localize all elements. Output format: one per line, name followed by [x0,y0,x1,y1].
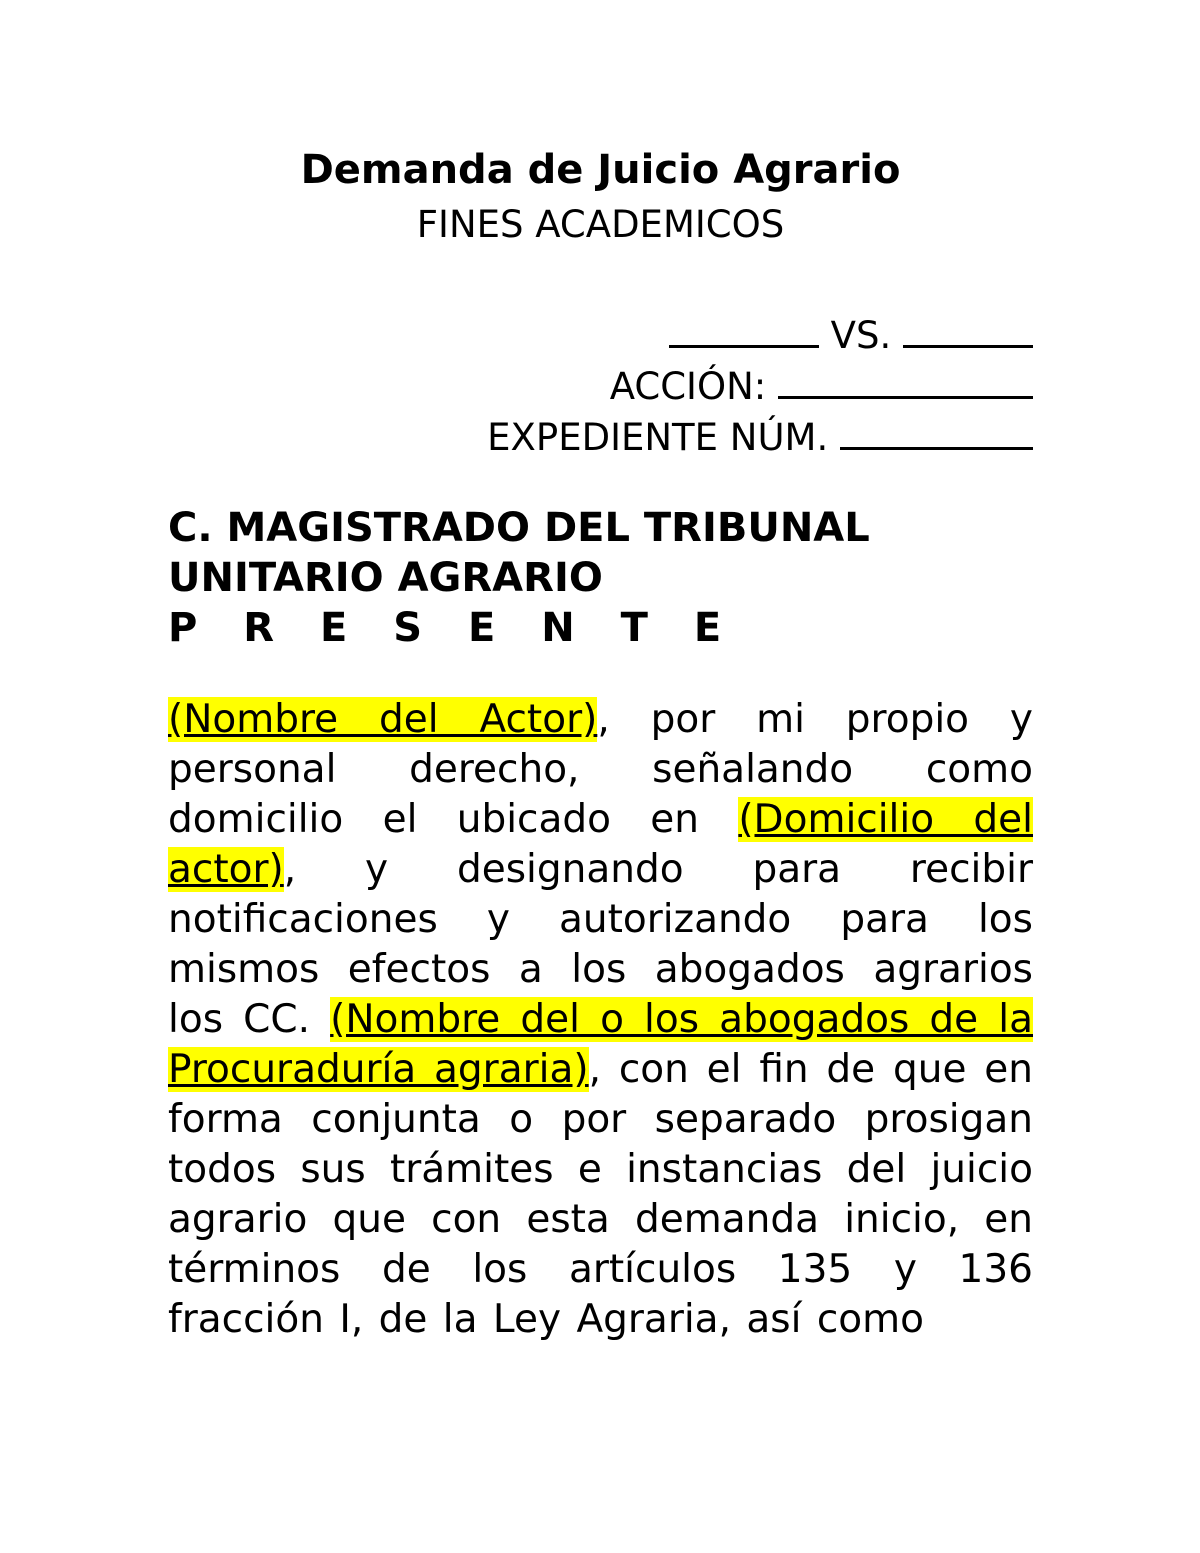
addressee-block [168,503,1033,653]
defendant-blank [903,315,1033,348]
accion-label: ACCIÓN: [609,365,767,408]
addressee-line-2: UNITARIO AGRARIO [168,555,603,601]
document-title: Demanda de Juicio Agrario [300,147,901,193]
document-subtitle: FINES ACADEMICOS [416,203,785,246]
body-paragraph [168,695,1033,1345]
body-text-2: , y designando para recibir notificaciones y autorizando para los mismos efectos a los abogados agrarios los CC. [168,847,1033,1042]
accion-blank [778,366,1033,399]
placeholder-actor-name: (Nombre del Actor) [168,697,598,742]
vs-label: VS. [830,314,892,357]
expediente-line [168,412,1033,463]
placeholder-lawyers-names: (Nombre del o los abogados de la Procuraduría agraria) [168,997,1033,1092]
expediente-label: EXPEDIENTE NÚM. [487,416,829,459]
accion-line [168,361,1033,412]
document-page [168,140,1033,1345]
placeholder-actor-address: (Domicilio del actor) [168,797,1033,892]
presente-line: P R E S E N T E [168,605,738,651]
vs-line [168,310,1033,361]
expediente-blank [840,417,1033,450]
body-text-3: , con el fin de que en forma conjunta o por separado prosigan todos sus trámites e instancias del juicio agrario que con esta demanda inicio, en términos de los artículos 135 y 136 fracción I, de la Ley Agraria, así como [168,1047,1033,1342]
body-text-1: , por mi propio y personal derecho, señalando como domicilio el ubicado en [168,697,1033,842]
addressee-line-1: C. MAGISTRADO DEL TRIBUNAL [168,505,870,551]
case-header [168,310,1033,463]
plaintiff-blank [669,315,819,348]
